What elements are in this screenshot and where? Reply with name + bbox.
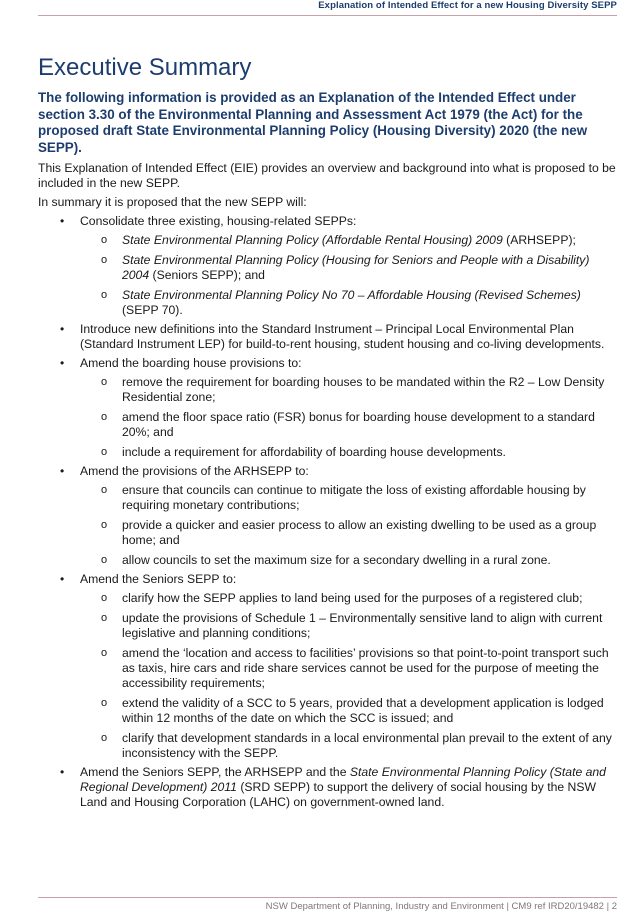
sub-list-item	[80, 553, 616, 568]
list-item-text: Amend the Seniors SEPP, the ARHSEPP and the	[80, 765, 350, 779]
sub-bullet-icon: o	[101, 234, 108, 246]
sub-list-item	[80, 253, 616, 283]
sub-list	[80, 483, 616, 568]
sub-list-item-text: (ARHSEPP);	[502, 233, 576, 247]
list-item	[38, 214, 616, 318]
lead-paragraph: The following information is provided as an Explanation of the Intended Effect under section 3.30 of the Environmental Planning and Assessment Act 1979 (the Act) for the proposed draft State Environmental Planning Policy (Housing Diversity) 2020 (the new SEPP).	[38, 90, 588, 155]
sub-list-item	[80, 611, 616, 641]
sub-list-item-text: clarify how the SEPP applies to land being used for the purposes of a registered club;	[122, 591, 583, 605]
sub-list-item-text: clarify that development standards in a local environmental plan prevail to the extent of any inconsistency with the SEPP.	[122, 731, 612, 760]
list-item-text: (SRD SEPP) to support the delivery of social housing by the NSW Land and Housing Corporation (LAHC) on government-owned land.	[80, 780, 596, 809]
sub-list-item-text: remove the requirement for boarding houses to be mandated within the R2 – Low Density Residential zone;	[122, 375, 605, 404]
policy-title: State Environmental Planning Policy (Affordable Rental Housing) 2009	[122, 233, 503, 247]
proposal-list	[38, 214, 616, 810]
sub-bullet-icon: o	[101, 732, 108, 744]
summary-intro: In summary it is proposed that the new SEPP will:	[38, 195, 307, 209]
sub-list-item-text: extend the validity of a SCC to 5 years, provided that a development application is lodged within 12 months of the date on which the SCC is issued; and	[122, 696, 604, 725]
policy-title: State Environmental Planning Policy No 70 – Affordable Housing (Revised Schemes)	[122, 288, 581, 302]
sub-list	[80, 375, 616, 460]
list-item-text: Consolidate three existing, housing-related SEPPs:	[80, 214, 357, 228]
sub-list-item-text: allow councils to set the maximum size for a secondary dwelling in a rural zone.	[122, 553, 551, 567]
sub-bullet-icon: o	[101, 289, 108, 301]
sub-bullet-icon: o	[101, 519, 108, 531]
sub-list-item	[80, 288, 616, 318]
sub-list-item-text: amend the floor space ratio (FSR) bonus for boarding house development to a standard 20%; and	[122, 410, 595, 439]
sub-bullet-icon: o	[101, 411, 108, 423]
list-item	[38, 765, 616, 810]
list-item	[38, 572, 616, 761]
sub-list-item	[80, 518, 616, 548]
sub-list-item-text: ensure that councils can continue to mitigate the loss of existing affordable housing by requiring monetary contributions;	[122, 483, 586, 512]
sub-bullet-icon: o	[101, 697, 108, 709]
bullet-icon: •	[60, 765, 65, 779]
header-divider	[38, 15, 617, 16]
sub-list-item	[80, 591, 616, 606]
policy-title: State Environmental Planning Policy (State and Regional Development) 2011	[80, 765, 606, 794]
sub-bullet-icon: o	[101, 647, 108, 659]
running-header: Explanation of Intended Effect for a new Housing Diversity SEPP	[318, 0, 617, 11]
sub-list-item-text: provide a quicker and easier process to allow an existing dwelling to be used as a group home; and	[122, 518, 597, 547]
list-item	[38, 322, 616, 352]
sub-list	[80, 591, 616, 761]
sub-list-item-text: include a requirement for affordability of boarding house developments.	[122, 445, 506, 459]
page-title: Executive Summary	[38, 54, 252, 81]
sub-list	[80, 233, 616, 318]
sub-list-item	[80, 696, 616, 726]
bullet-icon: •	[60, 322, 65, 336]
sub-bullet-icon: o	[101, 484, 108, 496]
sub-list-item	[80, 483, 616, 513]
list-item-text: Introduce new definitions into the Standard Instrument – Principal Local Environmental Plan (Standard Instrument LEP) for build-to-rent housing, student housing and co-living developments.	[80, 322, 605, 351]
list-item	[38, 356, 616, 460]
sub-bullet-icon: o	[101, 254, 108, 266]
sub-list-item	[80, 646, 616, 691]
bullet-icon: •	[60, 214, 65, 228]
sub-list-item	[80, 731, 616, 761]
list-item-text: Amend the provisions of the ARHSEPP to:	[80, 464, 309, 478]
page-footer: NSW Department of Planning, Industry and Environment | CM9 ref IRD20/19482 | 2	[265, 901, 617, 912]
sub-list-item	[80, 410, 616, 440]
sub-bullet-icon: o	[101, 554, 108, 566]
sub-list-item	[80, 445, 616, 460]
sub-list-item-text: update the provisions of Schedule 1 – Environmentally sensitive land to align with current legislative and planning conditions;	[122, 611, 603, 640]
bullet-icon: •	[60, 464, 65, 478]
sub-list-item	[80, 375, 616, 405]
bullet-icon: •	[60, 572, 65, 586]
intro-paragraph: This Explanation of Intended Effect (EIE) provides an overview and background into what is proposed to be included in the new SEPP.	[38, 161, 616, 190]
list-item-text: Amend the Seniors SEPP to:	[80, 572, 237, 586]
sub-list-item-text: amend the ‘location and access to facilities’ provisions so that point-to-point transport such as taxis, hire cars and ride share services cannot be used for the purpose of meeting the accessibility requirements;	[122, 646, 609, 690]
sub-bullet-icon: o	[101, 592, 108, 604]
list-item	[38, 464, 616, 568]
sub-bullet-icon: o	[101, 612, 108, 624]
sub-list-item-text: (Seniors SEPP); and	[149, 268, 265, 282]
sub-bullet-icon: o	[101, 376, 108, 388]
policy-title: State Environmental Planning Policy (Housing for Seniors and People with a Disability) 2004	[122, 253, 590, 282]
sub-bullet-icon: o	[101, 446, 108, 458]
sub-list-item	[80, 233, 616, 248]
page-content	[38, 52, 616, 814]
sub-list-item-text: (SEPP 70).	[122, 303, 183, 317]
bullet-icon: •	[60, 356, 65, 370]
footer-divider	[38, 897, 617, 898]
list-item-text: Amend the boarding house provisions to:	[80, 356, 302, 370]
